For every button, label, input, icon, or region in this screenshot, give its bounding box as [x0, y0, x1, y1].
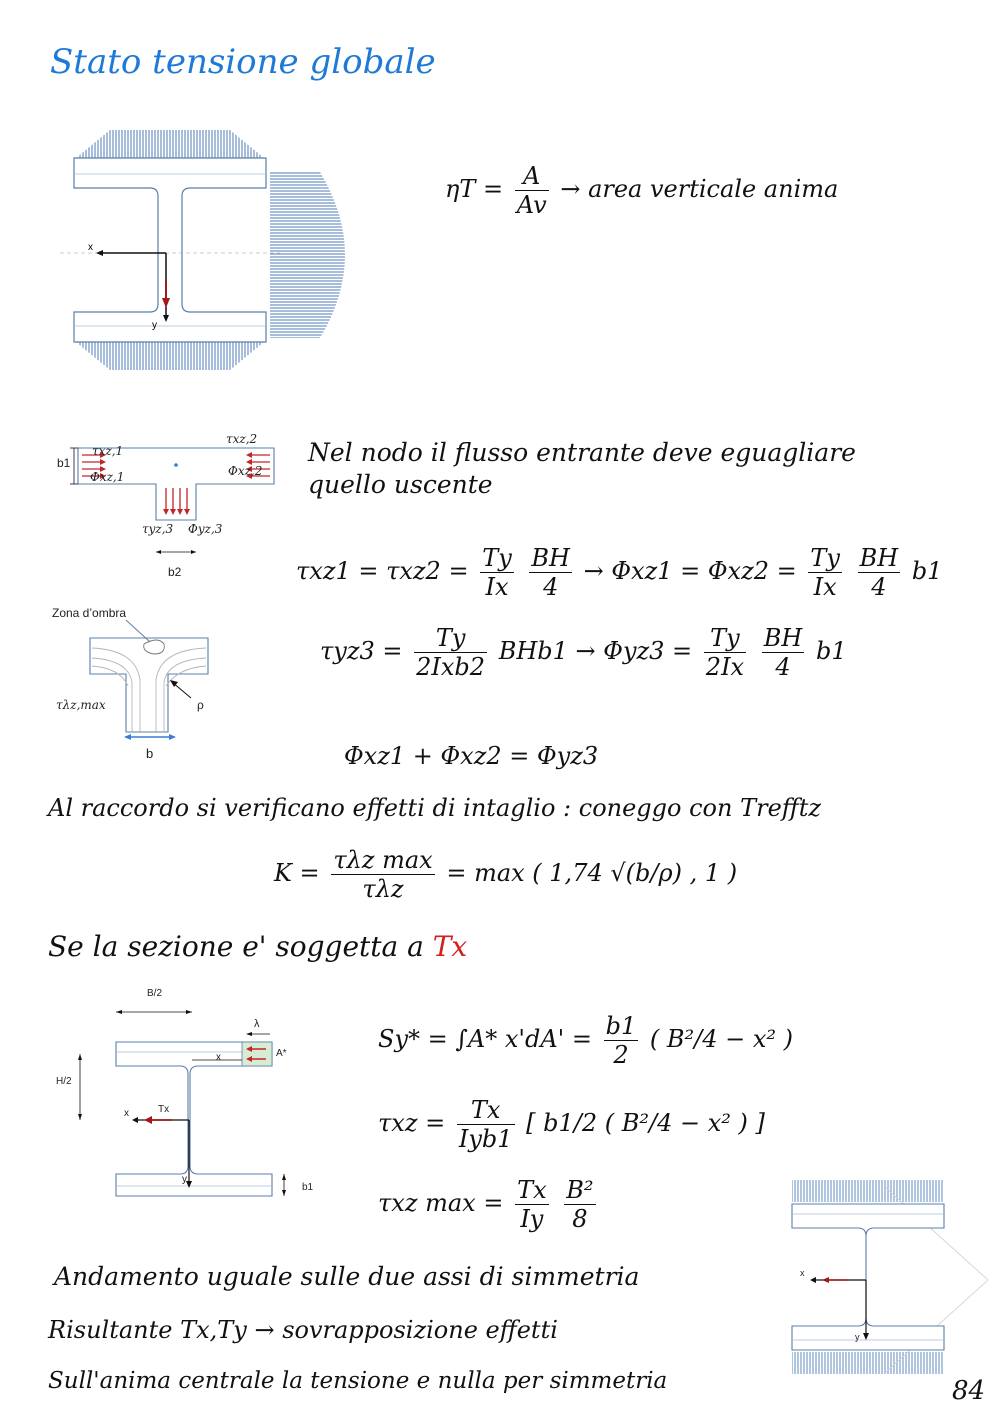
- b2-label: b2: [168, 565, 182, 579]
- eq7-f2n: B²: [566, 1176, 594, 1204]
- tau-xz2-label: τxz,2: [226, 432, 258, 446]
- axis-y-label: y: [152, 320, 157, 331]
- text-tx-b: Tx: [432, 930, 468, 963]
- equation-7: [378, 1176, 600, 1233]
- tau-xz1-label: τxz,1: [92, 444, 124, 458]
- small-x-label: x: [800, 1268, 805, 1278]
- equation-1: [296, 544, 942, 601]
- rho-label: ρ: [197, 698, 204, 712]
- eta-num: A: [515, 162, 549, 191]
- eq1-f2n: BH: [531, 544, 570, 572]
- lambda-label: λ: [254, 1018, 260, 1030]
- eta-equation: [445, 162, 838, 219]
- eq2-tail: b1: [815, 637, 847, 665]
- small-i-beam-figure: [788, 1180, 988, 1380]
- small-y-label: y: [855, 1332, 860, 1342]
- eq2-f3n: BH: [763, 624, 803, 652]
- eq5-fd: 2: [613, 1041, 629, 1069]
- eq2-f1n: Ty: [414, 624, 487, 653]
- b-half-label: B/2: [147, 988, 163, 999]
- x-axis-label: x: [124, 1108, 129, 1119]
- eq2-lhs: τyz3 =: [320, 637, 403, 665]
- b1-label: b1: [57, 456, 71, 470]
- page-number: 84: [952, 1376, 986, 1406]
- eq1-f3n: Ty: [810, 544, 840, 572]
- eq2-mid: BHb1 → Φyz3 =: [498, 637, 693, 665]
- eq4-rhs: = max ( 1,74 √(b/ρ) , 1 ): [446, 859, 738, 887]
- axis-x-label: x: [88, 242, 93, 253]
- tx-figure: [52, 990, 332, 1205]
- eq7-f1n: Tx: [517, 1176, 547, 1204]
- eq1-f4d: 4: [871, 573, 887, 601]
- eq1-f1n: Ty: [482, 544, 512, 572]
- eq2-f3d: 4: [775, 653, 791, 681]
- eq7-f1d: Iy: [520, 1205, 544, 1233]
- tau-yz3-label: τyz,3: [142, 522, 174, 536]
- eq4-lhs: K =: [274, 859, 320, 887]
- eq6-fd: Iyb1: [458, 1125, 513, 1153]
- eq5-fn: b1: [605, 1012, 637, 1040]
- a-star-label: A*: [276, 1048, 287, 1059]
- eq1-tail: b1: [911, 557, 943, 585]
- b1-tx-label: b1: [302, 1182, 314, 1193]
- eq6-tail: [ b1/2 ( B²/4 − x² ) ]: [526, 1109, 765, 1137]
- eta-lhs: ηT =: [445, 175, 504, 203]
- eq2-f2n: Ty: [704, 624, 746, 653]
- zona-ombra-label: Zona d’ombra: [52, 606, 127, 620]
- tee-flux-figure: [56, 440, 276, 580]
- b-label: b: [146, 746, 154, 761]
- equation-3: Φxz1 + Φxz2 = Φyz3: [344, 742, 599, 770]
- eq1-f3d: Ix: [813, 573, 837, 601]
- eq1-f2d: 4: [543, 573, 559, 601]
- text-tx-a: Se la sezione e' soggetta a: [48, 930, 424, 963]
- eq1-mid: → Φxz1 = Φxz2 =: [583, 557, 797, 585]
- y-axis-label: y: [182, 1174, 187, 1185]
- text-andamento: Andamento uguale sulle due assi di simmetria: [54, 1262, 640, 1291]
- eta-den: Av: [516, 191, 547, 219]
- phi-xz2-label: Φxz,2: [228, 464, 263, 478]
- eq4-fn: τλz max: [333, 846, 433, 874]
- phi-yz3-label: Φyz,3: [188, 522, 223, 536]
- eq1-f4n: BH: [859, 544, 899, 572]
- equation-4: [274, 846, 737, 903]
- eta-tail: → area verticale anima: [560, 175, 839, 203]
- shadow-zone-figure: [56, 620, 226, 740]
- tau-max-label: τλz,max: [56, 698, 106, 712]
- page-title: Stato tensione globale: [50, 42, 436, 82]
- phi-xz1-label: Φxz,1: [90, 470, 125, 484]
- equation-5: [378, 1012, 793, 1069]
- equation-2: [320, 624, 847, 681]
- text-anima: Sull'anima centrale la tensione e nulla per simmetria: [48, 1368, 668, 1394]
- eq2-f2d: 2Ix: [705, 653, 745, 681]
- x-top-label: x: [216, 1052, 221, 1063]
- eq1-lhs: τxz1 = τxz2 =: [296, 557, 469, 585]
- text-raccordo: Al raccordo si verificano effetti di intaglio : coneggo con Trefftz: [48, 794, 822, 822]
- text-node-2: quello uscente: [308, 470, 493, 499]
- i-beam-stress-figure: [70, 130, 370, 380]
- eq6-fn: Tx: [457, 1096, 515, 1125]
- tx-label: Tx: [158, 1104, 170, 1115]
- text-node: Nel nodo il flusso entrante deve eguagliare: [308, 438, 856, 467]
- eq4-fd: τλz: [362, 875, 404, 903]
- h-half-label: H/2: [56, 1076, 72, 1087]
- eq7-f2d: 8: [572, 1205, 588, 1233]
- eq1-f1d: Ix: [485, 573, 509, 601]
- eq2-f1d: 2Ixb2: [416, 653, 486, 681]
- text-risultante: Risultante Tx,Ty → sovrapposizione effetti: [48, 1316, 558, 1344]
- text-tx: [48, 930, 467, 963]
- eq5-tail: ( B²/4 − x² ): [649, 1025, 794, 1053]
- eq5-lhs: Sy* = ∫A* x'dA' =: [378, 1025, 592, 1053]
- eq7-lhs: τxz max =: [378, 1189, 504, 1217]
- equation-6: [378, 1096, 765, 1153]
- eq6-lhs: τxz =: [378, 1109, 446, 1137]
